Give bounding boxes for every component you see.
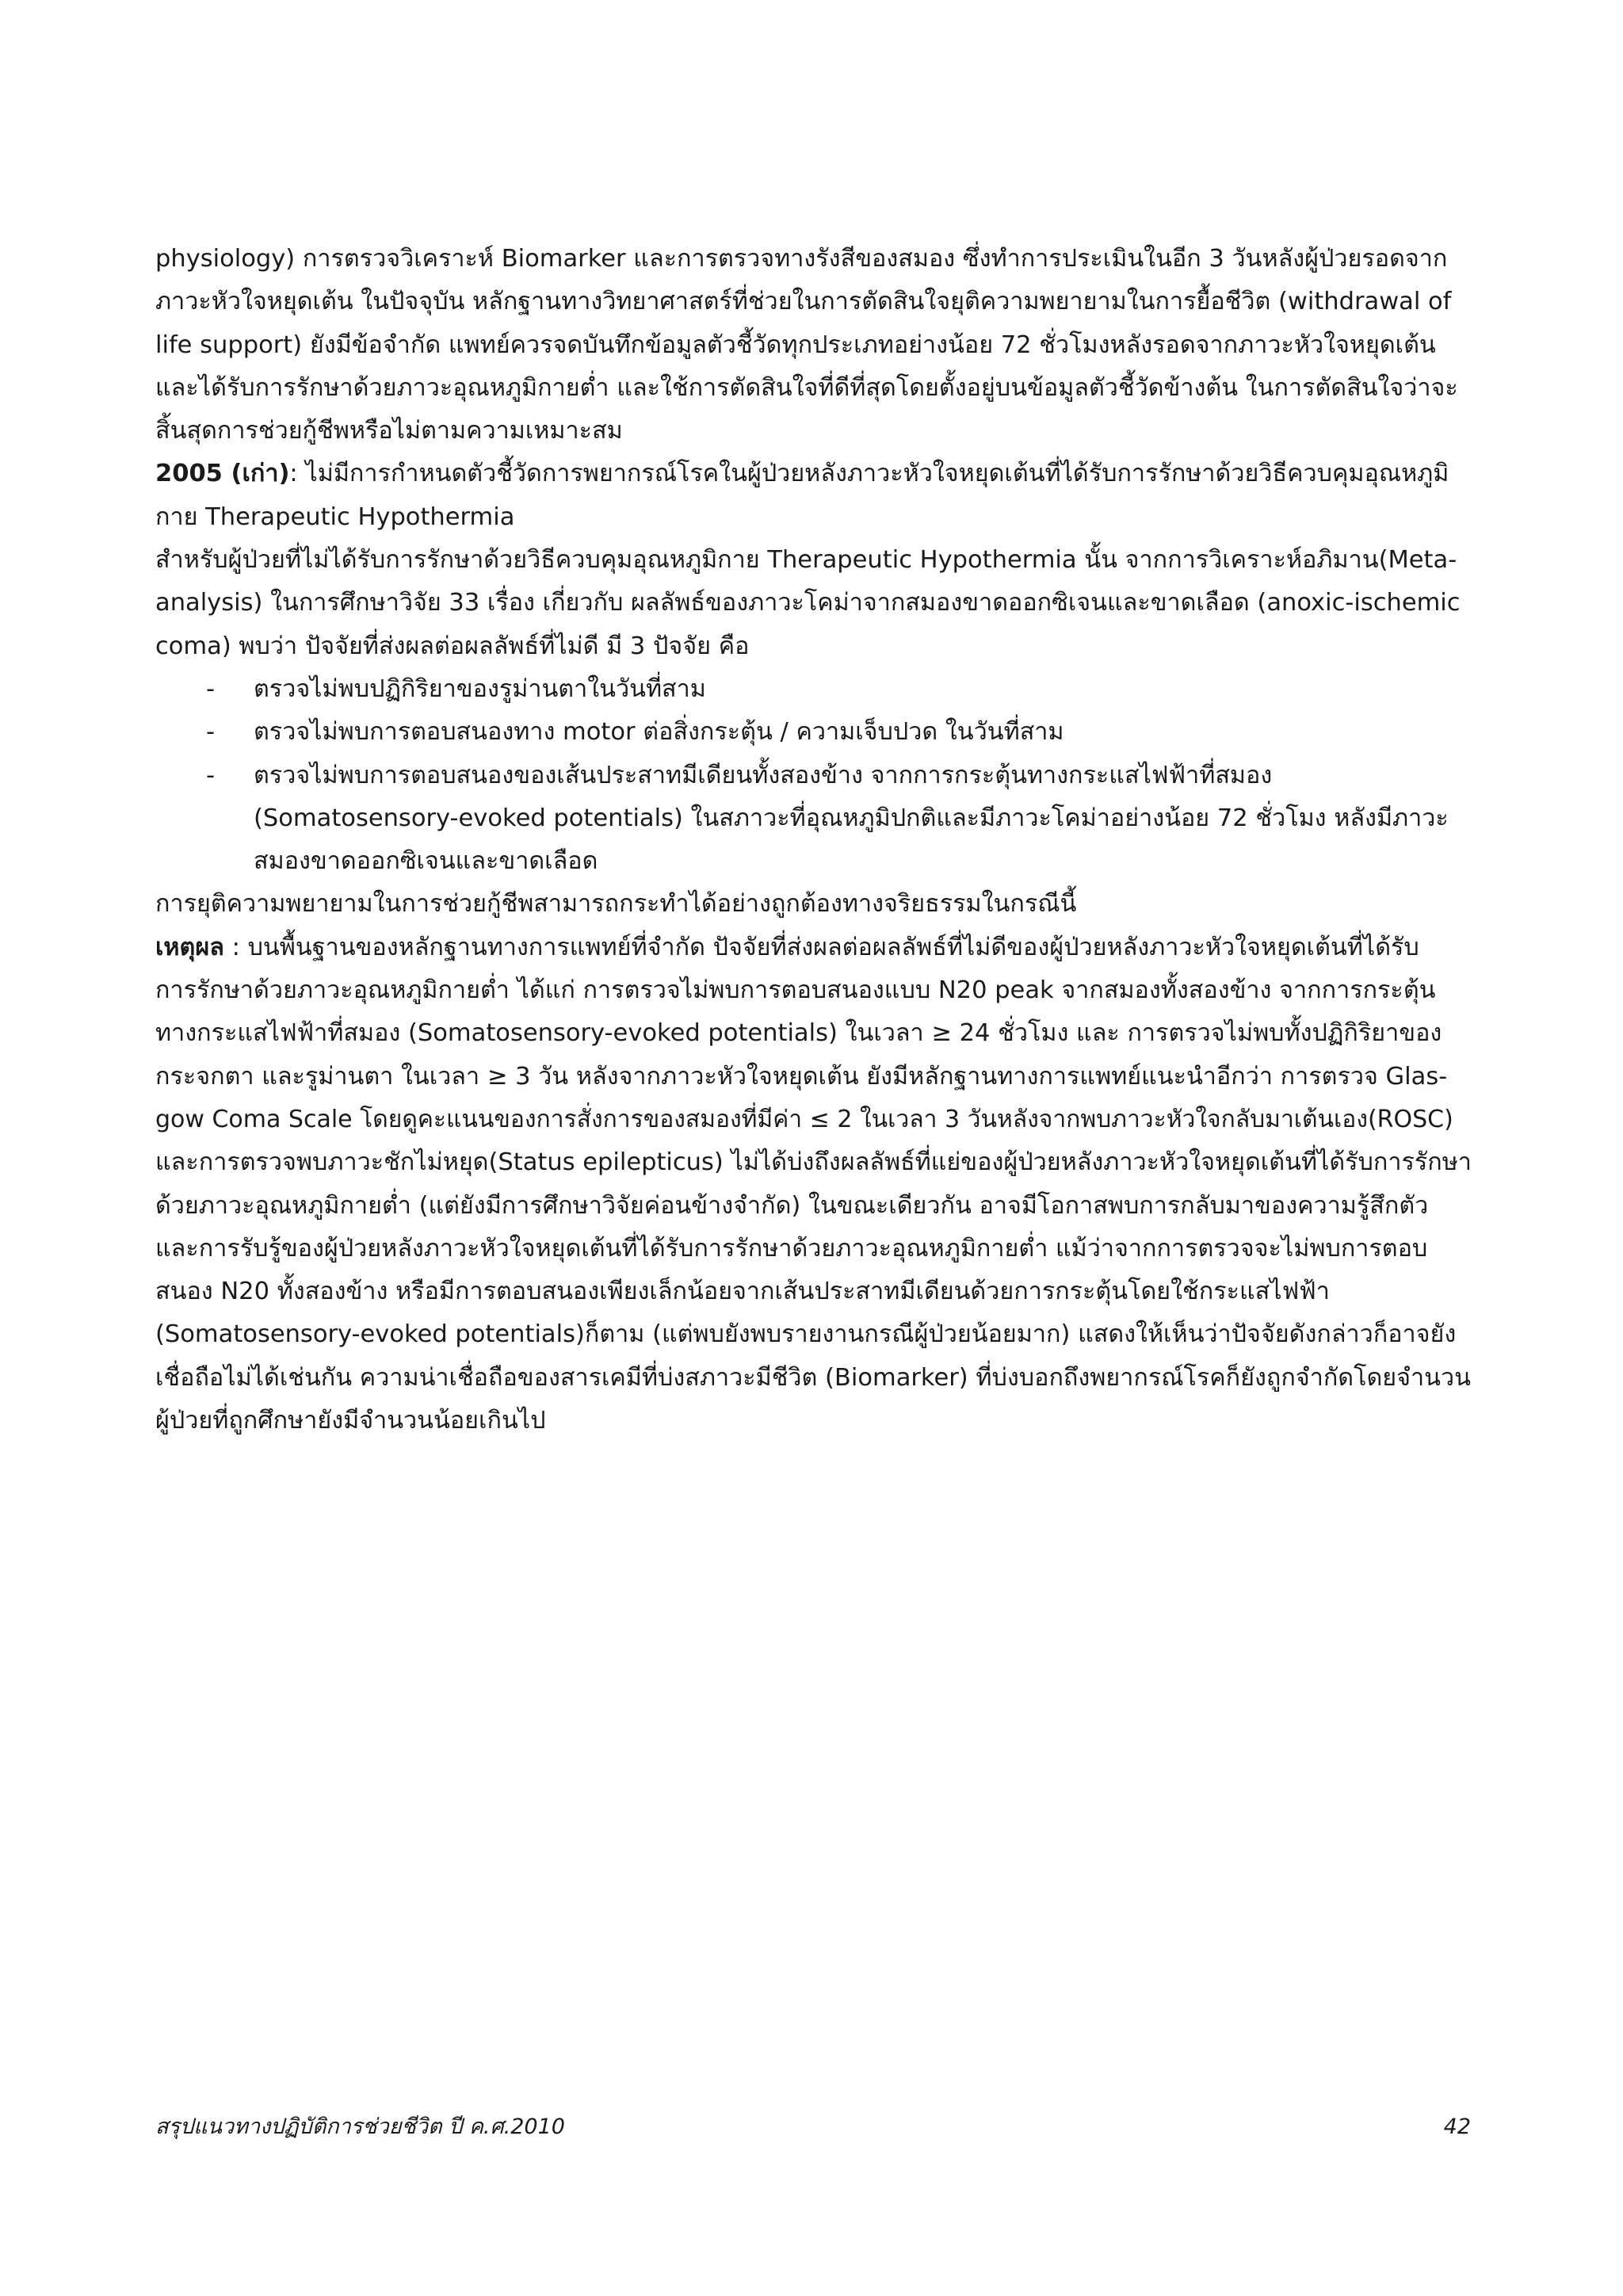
dash-bullet: - [206,674,216,703]
text-line: เชื่อถือไม่ได้เช่นกัน ความน่าเชื่อถือของสารเคมีที่บ่งสภาวะมีชีวิต (Biomarker) ที่บ่งบอกถึงพยากรณ์โรคก็ยังถูกจำกัดโดยจำนวน [155,1363,1472,1392]
list-item-continuation: สมองขาดออกซิเจนและขาดเลือด [254,847,598,876]
text-line: และการรับรู้ของผู้ป่วยหลังภาวะหัวใจหยุดเต้นที่ได้รับการรักษาด้วยภาวะอุณหภูมิกายต่ำ แม้ว่าจากการตรวจจะไม่พบการตอบ [155,1234,1428,1263]
list-item-text: ตรวจไม่พบการตอบสนองทาง motor ต่อสิ่งกระตุ้น / ความเจ็บปวด ในวันที่สาม [254,718,1064,747]
text-line: สำหรับผู้ป่วยที่ไม่ได้รับการรักษาด้วยวิธีควบคุมอุณหภูมิกาย Therapeutic Hypothermia นั้น จากการวิเคราะห์อภิมาน(Meta- [155,546,1457,575]
list-item-text: ตรวจไม่พบปฏิกิริยาของรูม่านตาในวันที่สาม [254,674,706,703]
reason-label: เหตุผล [155,933,224,961]
poor-outcome-factor-list [155,668,1471,883]
paragraph-ethics [155,883,1471,926]
list-item [155,668,1471,711]
list-item [155,711,1471,754]
list-item-line [155,755,1471,797]
text-line: ด้วยภาวะอุณหภูมิกายต่ำ (แต่ยังมีการศึกษาวิจัยค่อนข้างจำกัด) ในขณะเดียวกัน อาจมีโอกาสพบการกลับมาของความรู้สึกตัว [155,1191,1429,1220]
text-line [155,453,1471,495]
body-text [155,238,1471,1442]
text-line [155,926,1471,969]
guideline-2005-label: 2005 (เก่า) [155,460,290,488]
text-line: กาย Therapeutic Hypothermia [155,502,515,531]
paragraph-2005-old [155,453,1471,539]
list-item-text: ตรวจไม่พบการตอบสนองของเส้นประสาทมีเดียนทั้งสองข้าง จากการกระตุ้นทางกระแสไฟฟ้าที่สมอง [254,761,1273,789]
paragraph-reason [155,926,1471,1443]
guideline-2005-text: : ไม่มีการกำหนดตัวชี้วัดการพยากรณ์โรคในผู้ป่วยหลังภาวะหัวใจหยุดเต้นที่ได้รับการรักษาด้วยวิธีควบคุมอุณหภูมิ [289,460,1449,488]
text-line: analysis) ในการศึกษาวิจัย 33 เรื่อง เกี่ยวกับ ผลลัพธ์ของภาวะโคม่าจากสมองขาดออกซิเจนและขาดเลือด (anoxic-ischemic [155,589,1461,617]
list-item-line [155,711,1471,754]
text-line: life support) ยังมีข้อจำกัด แพทย์ควรจดบันทึกข้อมูลตัวชี้วัดทุกประเภทอย่างน้อย 72 ชั่วโมงหลังรอดจากภาวะหัวใจหยุดเต้น [155,330,1436,359]
text-line: ทางกระแสไฟฟ้าที่สมอง (Somatosensory-evoked potentials) ในเวลา ≥ 24 ชั่วโมง และ การตรวจไม่พบทั้งปฏิกิริยาของ [155,1019,1442,1048]
text-line: coma) พบว่า ปัจจัยที่ส่งผลต่อผลลัพธ์ที่ไม่ดี มี 3 ปัจจัย คือ [155,632,750,660]
list-item-line [155,668,1471,711]
text-line: ภาวะหัวใจหยุดเต้น ในปัจจุบัน หลักฐานทางวิทยาศาสตร์ที่ช่วยในการตัดสินใจยุติความพยายามในการยื้อชีวิต (withdrawal of [155,288,1452,316]
dash-bullet: - [206,718,216,747]
page-number: 42 [1443,2115,1471,2139]
list-item-continuation: (Somatosensory-evoked potentials) ในสภาวะที่อุณหภูมิปกติและมีภาวะโคม่าอย่างน้อย 72 ชั่วโมง หลังมีภาวะ [254,804,1449,832]
text-line: (Somatosensory-evoked potentials)ก็ตาม (แต่พบยังพบรายงานกรณีผู้ป่วยน้อยมาก) แสดงให้เห็นว่าปัจจัยดังกล่าวก็อาจยัง [155,1320,1457,1349]
footer-document-title: สรุปแนวทางปฏิบัติการช่วยชีวิต ปี ค.ศ.2010 [155,2115,565,2139]
text-line: และการตรวจพบภาวะชักไม่หยุด(Status epilepticus) ไม่ได้บ่งถึงผลลัพธ์ที่แย่ของผู้ป่วยหลังภาวะหัวใจหยุดเต้นที่ได้รับการรักษา [155,1148,1472,1177]
paragraph-withdrawal-of-support [155,238,1471,453]
text-line: gow Coma Scale โดยดูคะแนนของการสั่งการของสมองที่มีค่า ≤ 2 ในเวลา 3 วันหลังจากพบภาวะหัวใจกลับมาเต้นเอง(ROSC) [155,1105,1453,1133]
text-line: ผู้ป่วยที่ถูกศึกษายังมีจำนวนน้อยเกินไป [155,1407,546,1435]
text-line: และได้รับการรักษาด้วยภาวะอุณหภูมิกายต่ำ และใช้การตัดสินใจที่ดีที่สุดโดยตั้งอยู่บนข้อมูลตัวชี้วัดข้างต้น ในการตัดสินใจว่าจะ [155,373,1458,402]
text-line: กระจกตา และรูม่านตา ในเวลา ≥ 3 วัน หลังจากภาวะหัวใจหยุดเต้น ยังมีหลักฐานทางการแพทย์แนะนำอีกว่า การตรวจ Glas- [155,1062,1448,1091]
text-line: physiology) การตรวจวิเคราะห์ Biomarker และการตรวจทางรังสีของสมอง ซึ่งทำการประเมินในอีก 3 วันหลังผู้ป่วยรอดจาก [155,245,1448,273]
reason-text: : บนพื้นฐานของหลักฐานทางการแพทย์ที่จำกัด ปัจจัยที่ส่งผลต่อผลลัพธ์ที่ไม่ดีของผู้ป่วยหลังภาวะหัวใจหยุดเต้นที่ได้รับ [223,933,1419,961]
dash-bullet: - [206,761,216,789]
text-line: การรักษาด้วยภาวะอุณหภูมิกายต่ำ ได้แก่ การตรวจไม่พบการตอบสนองแบบ N20 peak จากสมองทั้งสองข้าง จากการกระตุ้น [155,976,1436,1005]
text-line: สิ้นสุดการช่วยกู้ชีพหรือไม่ตามความเหมาะสม [155,417,623,445]
text-line: การยุติความพยายามในการช่วยกู้ชีพสามารถกระทำได้อย่างถูกต้องทางจริยธรรมในกรณีนี้ [155,890,1077,919]
paragraph-meta-analysis [155,539,1471,668]
text-line: สนอง N20 ทั้งสองข้าง หรือมีการตอบสนองเพียงเล็กน้อยจากเส้นประสาทมีเดียนด้วยการกระตุ้นโดยใช้กระแสไฟฟ้า [155,1278,1330,1306]
list-item [155,755,1471,884]
